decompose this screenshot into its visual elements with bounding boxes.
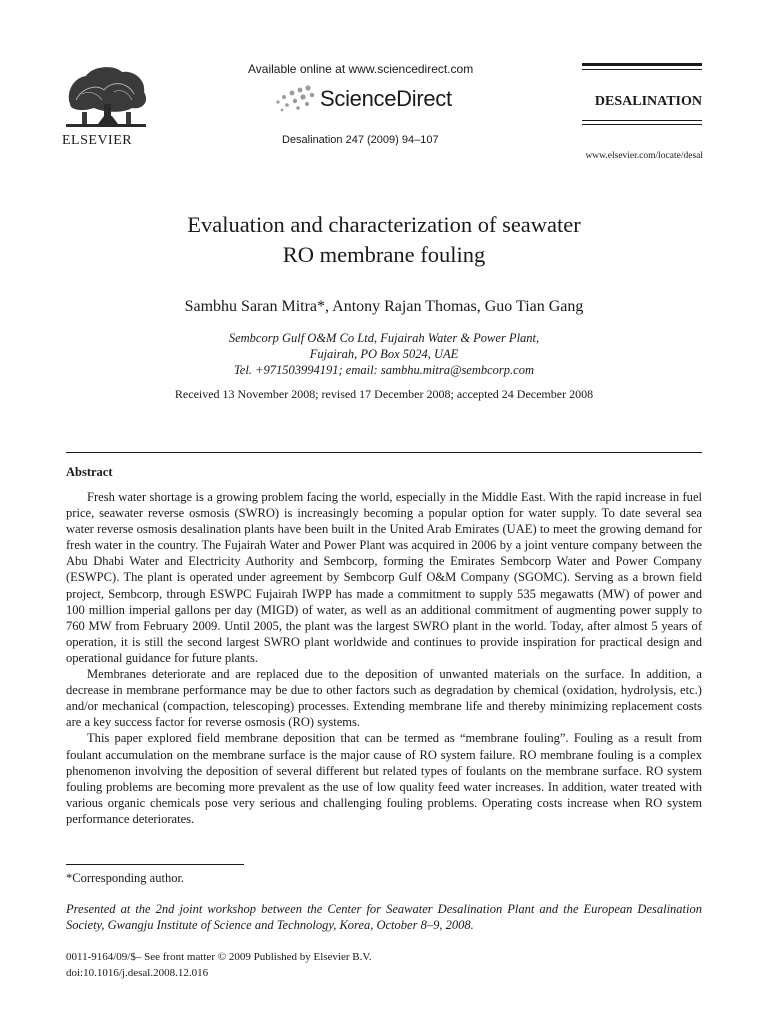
header-rule-top-thin — [582, 69, 702, 70]
article-title — [0, 210, 768, 270]
affiliation-line-1: Sembcorp Gulf O&M Co Ltd, Fujairah Water & Power Plant, — [228, 331, 540, 345]
title-line-2: RO membrane fouling — [282, 242, 486, 267]
sciencedirect-logo — [272, 84, 452, 114]
journal-name: DESALINATION — [594, 94, 702, 109]
header-rule-bottom-1 — [582, 120, 702, 121]
sciencedirect-wordmark: ScienceDirect — [320, 86, 452, 111]
abstract-paragraph-3: This paper explored field membrane deposition that can be termed as “membrane fouling”. Fouling as a result from foulant accumulation on the membrane surface is the major cause of RO system failure. RO membrane fouling is a complex phenomenon involving the deposition of several different but related types of foulants on the membrane surface. RO system fouling problems are becoming more prevalent as the use of low quality feed water increases. In addition, water treated with various organic chemicals pose very serious and challenging fouling problems. Operating costs increase when RO system performance deteriorates. — [66, 731, 702, 826]
journal-url-link[interactable]: www.elsevier.com/locate/desal — [585, 151, 703, 161]
abstract-paragraph-2: Membranes deteriorate and are replaced due to the deposition of unwanted materials on the surface. In addition, a decrease in membrane performance may be due to other factors such as degradation by chemical (oxidation, hydrolysis, etc.) and/or mechanical (compaction, telescoping) processes. Extending membrane life and thereby minimizing replacement costs are a key success factor for reverse osmosis (RO) systems. — [66, 667, 702, 730]
affiliation-line-3: Tel. +971503994191; email: sambhu.mitra@sembcorp.com — [233, 363, 534, 377]
author-list: Sambhu Saran Mitra*, Antony Rajan Thomas, Guo Tian Gang — [184, 298, 584, 315]
elsevier-tree-logo — [62, 64, 150, 130]
available-online-text: Available online at www.sciencedirect.com — [248, 62, 474, 76]
corresponding-author-note: *Corresponding author. — [66, 871, 185, 885]
doi-link[interactable]: doi:10.1016/j.desal.2008.12.016 — [66, 967, 209, 979]
publisher-name: ELSEVIER — [62, 133, 133, 148]
affiliation — [0, 330, 768, 378]
affiliation-line-2: Fujairah, PO Box 5024, UAE — [309, 347, 459, 361]
sciencedirect-dots-icon — [272, 84, 318, 114]
journal-citation: Desalination 247 (2009) 94–107 — [282, 134, 439, 146]
header-rule-top-thick — [582, 63, 702, 66]
abstract-paragraph-1: Fresh water shortage is a growing problem facing the world, especially in the Middle East. With the rapid increase in fuel price, seawater reverse osmosis (SWRO) is increasingly becoming a popular option for water supply. To date several sea water reverse osmosis desalination plants have been built in the United Arab Emirates (UAE) to meet the growing demand for fresh water in the country. The Fujairah Water and Power Plant was acquired in 2006 by a joint venture company between the Abu Dhabi Water and Electricity Authority and Sembcorp, forming the Emirates Sembcorp Water and Power Company (ESWPC). The plant is operated under agreement by Sembcorp Gulf O&M Company (SGOMC). Serving as a brown field project, Sembcorp, through ESWPC Fujairah IWPP has made a commitment to supply 535 megawatts (MW) of power and 100 million imperial gallons per day (MIGD) of water, as well as an additional commitment of augmenting power supply to 760 MW from February 2009. Until 2005, the plant was the largest SWRO plant in the world. Today, after almost 5 years of operation, it is still the second largest SWRO plant worldwide and continues to provide inspiration for practical design and operational guidance for future plants. — [66, 490, 702, 665]
abstract-divider — [66, 452, 702, 453]
abstract-body — [66, 489, 702, 827]
header-rule-bottom-2 — [582, 124, 702, 125]
footnote-divider — [66, 864, 244, 865]
presentation-note: Presented at the 2nd joint workshop between the Center for Seawater Desalination Plant and the European Desalination Society, Gwangju Institute of Science and Technology, Korea, October 8–9, 2008. — [66, 902, 702, 932]
abstract-heading: Abstract — [66, 465, 113, 479]
received-dates: Received 13 November 2008; revised 17 December 2008; accepted 24 December 2008 — [174, 387, 594, 401]
title-line-1: Evaluation and characterization of seawater — [187, 212, 581, 237]
issn-copyright: 0011-9164/09/$– See front matter © 2009 Published by Elsevier B.V. — [66, 951, 372, 963]
